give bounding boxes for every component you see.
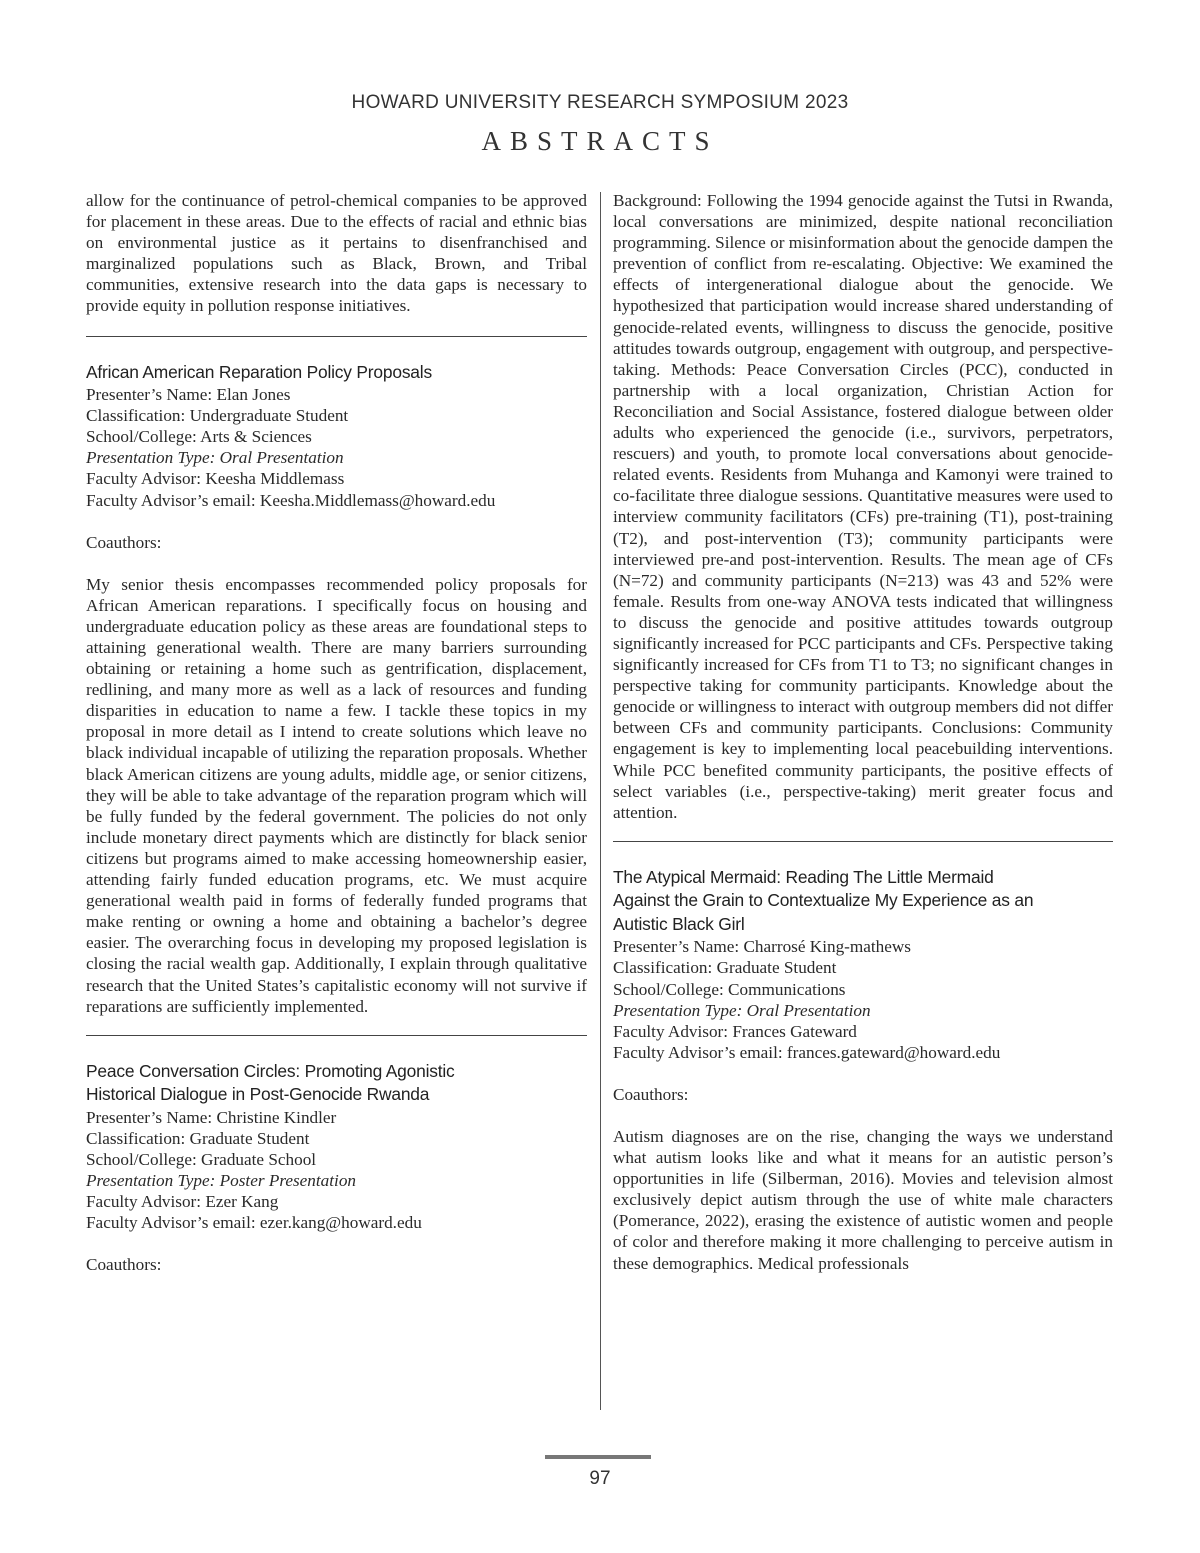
faculty-advisor: Faculty Advisor: Keesha Middlemass bbox=[86, 469, 345, 489]
classification: Classification: Undergraduate Student bbox=[86, 406, 349, 426]
left-column bbox=[86, 190, 587, 1275]
presentation-type: Presentation Type: Oral Presentation bbox=[613, 1000, 871, 1020]
presentation-type: Presentation Type: Oral Presentation bbox=[86, 448, 344, 468]
abstract-title: African American Reparation Policy Proposals bbox=[86, 361, 432, 382]
coauthors-label: Coauthors: bbox=[86, 1255, 162, 1275]
school-college: School/College: Communications bbox=[613, 979, 846, 999]
school-college: School/College: Graduate School bbox=[86, 1149, 317, 1169]
footer-rule bbox=[545, 1455, 651, 1459]
faculty-advisor-email: Faculty Advisor’s email: ezer.kang@howard.edu bbox=[86, 1213, 422, 1233]
abstract-body: Autism diagnoses are on the rise, changing the ways we understand what autism looks like and what it means for an autistic person’s opportunities in life (Silberman, 2016). Movies and television almost exclusively depict autism through the use of white male characters (Pomerance, 2022), erasing the existence of autistic women and people of color and therefore making it more challenging to perceive autism in these demographics. Medical professionals bbox=[613, 1126, 1113, 1273]
coauthors-label: Coauthors: bbox=[613, 1084, 689, 1104]
presenter-name: Presenter’s Name: Christine Kindler bbox=[86, 1107, 337, 1127]
page-number: 97 bbox=[589, 1468, 611, 1489]
presenter-name: Presenter’s Name: Charrosé King-mathews bbox=[613, 937, 911, 957]
running-header: HOWARD UNIVERSITY RESEARCH SYMPOSIUM 2023 bbox=[351, 92, 849, 113]
abstract-body: My senior thesis encompasses recommended policy proposals for African American reparations. I specifically focus on housing and undergraduate education policy as these areas are foundational steps to attaining generational wealth. There are many barriers surrounding obtaining or retaining a home such as gentrification, displacement, redlining, and many more as well as a lack of resources and funding disparities in education to name a few. I tackle these topics in my proposal in more detail as I intend to create solutions which leave no black individual incapable of utilizing the reparation proposals. Whether black American citizens are young adults, middle age, or senior citizens, they will be able to take advantage of the reparation program which will be fully funded by the federal government. The policies do not only include monetary direct payments which are distinctly for black senior citizens but programs aimed to make accessing homeownership easier, attending fairly funded education programs, etc. We must acquire generational wealth paid in forms of federally funded programs that make renting or owning a home and obtaining a bachelor’s degree easier. The overarching focus in developing my proposed legislation is closing the racial wealth gap. Additionally, I explain through qualitative research that the United States’s capitalistic economy will not survive if reparations are sufficiently implemented. bbox=[86, 574, 587, 1016]
continued-abstract-text: allow for the continuance of petrol-chemical companies to be approved for placement in these areas. Due to the effects of racial and ethnic bias on environmental justice as it pertains to disenfranchised and marginalized populations such as Black, Brown, and Tribal communities, extensive research into the data gaps is necessary to provide equity in pollution response initiatives. bbox=[86, 191, 587, 316]
faculty-advisor: Faculty Advisor: Frances Gateward bbox=[613, 1021, 857, 1041]
presenter-name: Presenter’s Name: Elan Jones bbox=[86, 385, 291, 405]
continued-abstract-text: Background: Following the 1994 genocide against the Tutsi in Rwanda, local conversations are minimized, despite national reconciliation programming. Silence or misinformation about the genocide dampen the prevention of conflict from re-escalating. Objective: We examined the effects of intergenerational dialogue about the genocide. We hypothesized that participation would increase shared understanding of genocide-related events, willingness to discuss the genocide, positive attitudes towards outgroup, engagement with outgroup, and perspective-taking. Methods: Peace Conversation Circles (PCC), conducted in partnership with a local organization, Christian Action for Reconciliation and Social Assistance, fostered dialogue between older adults who experienced the genocide (i.e., survivors, perpetrators, rescuers) and youth, to promote local conversations about genocide-related events. Residents from Muhanga and Kamonyi were trained to co-facilitate three dialogue sessions. Quantitative measures were used to interview community facilitators (CFs) pre-training (T1), post-training (T2), and post-intervention (T3); community participants were interviewed pre-and post-intervention. Results. The mean age of CFs (N=72) and community participants (N=213) was 43 and 52% were female. Results from one-way ANOVA tests indicated that willingness to discuss the genocide and positive attitudes towards outgroup significantly increased for PCC participants and CFs. Perspective taking significantly increased for CFs from T1 to T3; no significant changes in perspective taking for community participants. Knowledge about the genocide or willingness to interact with outgroup members did not differ between CFs and community participants. Conclusions: Community engagement is key to implementing local peacebuilding interventions. While PCC benefited community participants, the positive effects of select variables (i.e., perspective-taking) merit greater focus and attention. bbox=[613, 191, 1113, 822]
faculty-advisor-email: Faculty Advisor’s email: frances.gateward@howard.edu bbox=[613, 1042, 1001, 1062]
school-college: School/College: Arts & Sciences bbox=[86, 427, 312, 447]
classification: Classification: Graduate Student bbox=[86, 1128, 310, 1148]
coauthors-label: Coauthors: bbox=[86, 532, 162, 552]
section-title: ABSTRACTS bbox=[481, 126, 719, 156]
column-divider bbox=[600, 192, 601, 1410]
right-column bbox=[613, 190, 1113, 1274]
faculty-advisor-email: Faculty Advisor’s email: Keesha.Middlemass@howard.edu bbox=[86, 490, 496, 510]
faculty-advisor: Faculty Advisor: Ezer Kang bbox=[86, 1192, 279, 1212]
classification: Classification: Graduate Student bbox=[613, 958, 837, 978]
abstract-title: Peace Conversation Circles: Promoting Agonistic Historical Dialogue in Post-Genocide Rwanda bbox=[86, 1060, 455, 1105]
presentation-type: Presentation Type: Poster Presentation bbox=[86, 1170, 357, 1190]
abstract-title: The Atypical Mermaid: Reading The Little Mermaid Against the Grain to Contextualize My Experience as an Autistic Black Girl bbox=[613, 866, 1034, 934]
